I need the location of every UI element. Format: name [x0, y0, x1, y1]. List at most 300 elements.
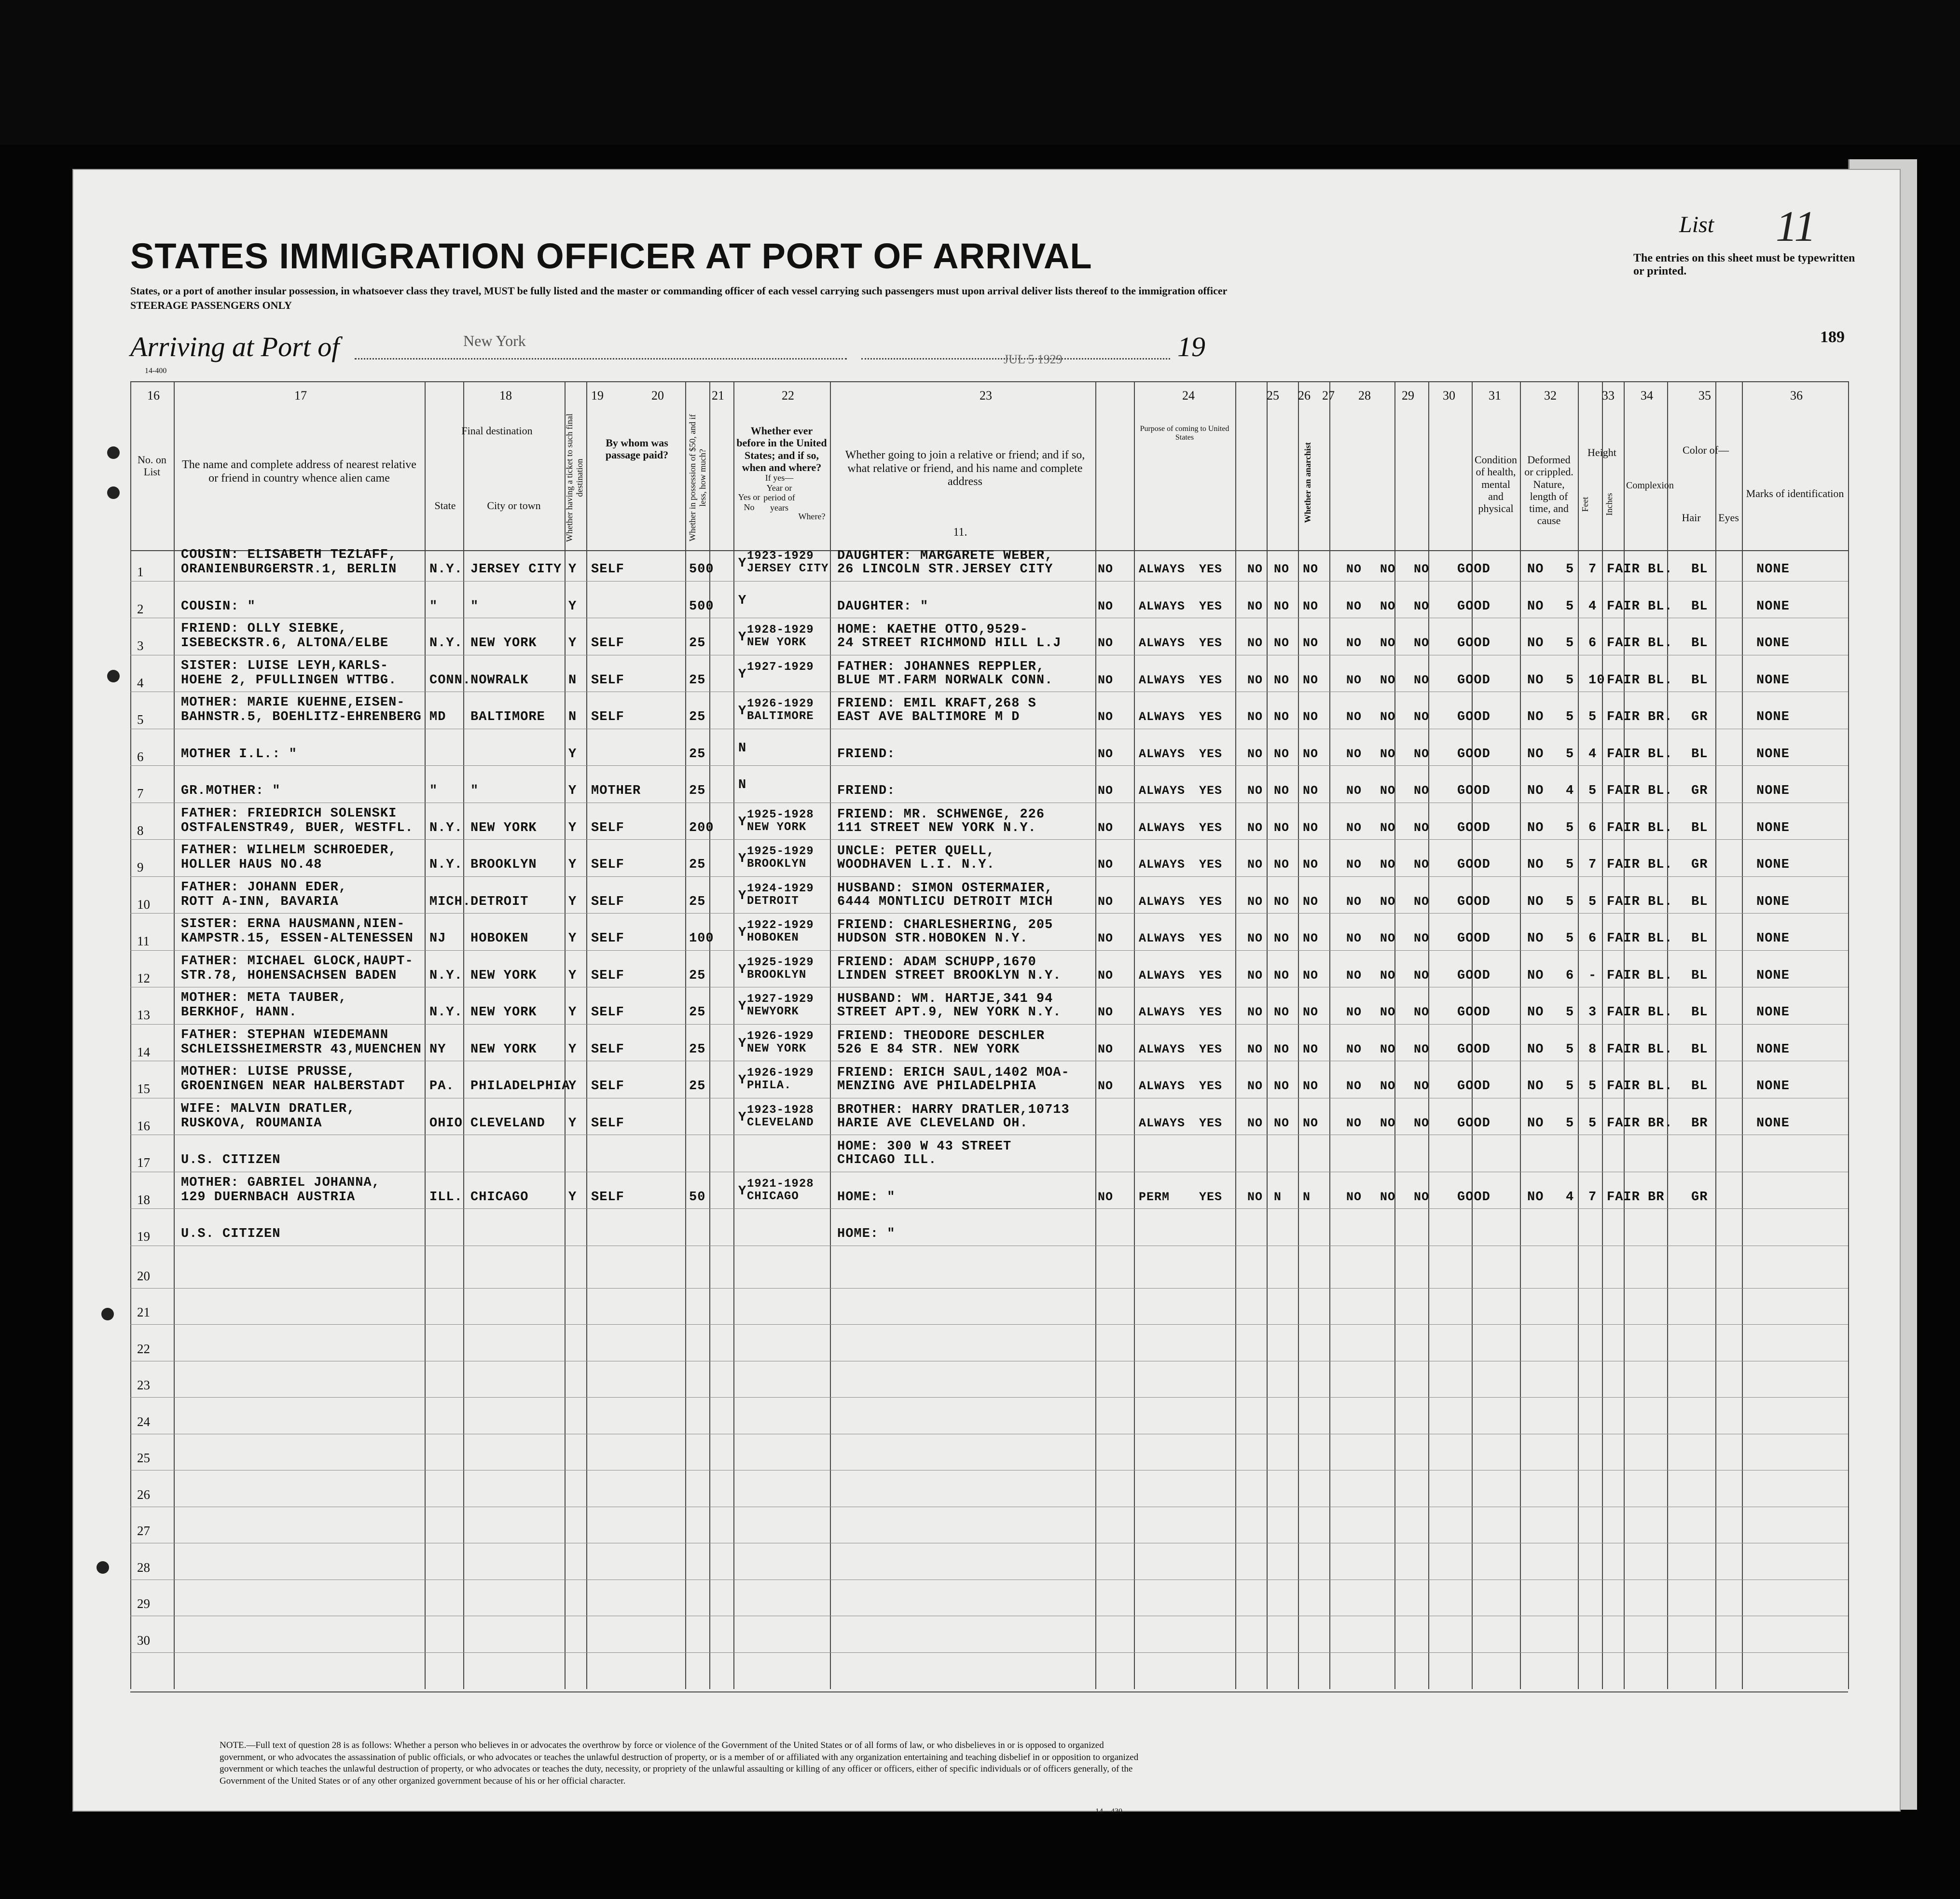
col-num-34: 34: [1641, 388, 1653, 402]
deformed-value: NO: [1527, 820, 1544, 835]
col28-value: NO: [1346, 1042, 1362, 1056]
hair-color: BL.: [1648, 562, 1673, 577]
passage-paid: MOTHER: [591, 784, 641, 798]
col-num-25: 25: [1267, 388, 1279, 402]
complexion-value: FAIR: [1607, 820, 1640, 835]
col28-value: NO: [1346, 710, 1362, 724]
height-feet: 5: [1566, 1116, 1574, 1131]
dest-city: NEW YORK: [470, 636, 537, 651]
col29-value: NO: [1380, 636, 1396, 650]
col29-value: NO: [1380, 1190, 1396, 1204]
joining-line-1: DAUGHTER: MARGARETE WEBER,: [837, 549, 1053, 563]
instructions-line: States, or a port of another insular possession, in whatsoever class they travel, MUST be fully listed and the master or commanding officer of each vessel carrying such passengers must upon arrival deliver lists thereof to the immigration officer: [130, 285, 1228, 297]
col29-value: NO: [1380, 1079, 1396, 1093]
prev-visit-where: BALTIMORE: [747, 710, 814, 723]
relative-line-1: FRIEND: OLLY SIEBKE,: [181, 622, 347, 636]
height-feet: 5: [1566, 599, 1574, 614]
joining-line-1: UNCLE: PETER QUELL,: [837, 844, 995, 859]
col28-value: NO: [1346, 747, 1362, 761]
col30-value: NO: [1414, 1042, 1430, 1056]
row-number: 9: [137, 860, 144, 874]
col26-value: NO: [1274, 1079, 1290, 1093]
col27-value: NO: [1303, 820, 1319, 835]
col-line: [1472, 381, 1473, 1689]
relative-line-1: MOTHER: META TAUBER,: [181, 991, 347, 1005]
col-label-height: Height: [1587, 446, 1616, 458]
prev-visit-where: JERSEY CITY: [747, 562, 829, 575]
col28-value: NO: [1346, 1079, 1362, 1093]
relative-line-1: COUSIN: ELISABETH TEZLAFF,: [181, 548, 397, 562]
height-feet: 5: [1566, 894, 1574, 909]
height-inches: 6: [1588, 820, 1597, 835]
empty-row-number: 28: [137, 1560, 150, 1575]
purpose-citizen: YES: [1199, 968, 1223, 983]
health-condition: GOOD: [1457, 1079, 1491, 1094]
col-line: [830, 381, 831, 1689]
complexion-value: FAIR: [1607, 858, 1640, 872]
col-line: [1428, 381, 1429, 1689]
col-line: [1667, 381, 1668, 1689]
col-line: [1742, 381, 1743, 1689]
ticket-value: Y: [568, 931, 577, 946]
col-line: [1578, 381, 1579, 1689]
joining-line-1: FRIEND: THEODORE DESCHLER: [837, 1028, 1045, 1043]
col-num-17: 17: [294, 388, 307, 402]
col29-value: NO: [1380, 931, 1396, 945]
col30-value: NO: [1414, 968, 1430, 983]
col-line: [1602, 381, 1603, 1689]
complexion-value: FAIR: [1607, 931, 1640, 946]
empty-row-number: 23: [137, 1378, 150, 1392]
empty-row-number: 26: [137, 1487, 150, 1502]
health-condition: GOOD: [1457, 1005, 1491, 1020]
relative-line-2: 129 DUERNBACH AUSTRIA: [181, 1190, 356, 1205]
punch-hole: [97, 1561, 109, 1574]
purpose-length: ALWAYS: [1139, 710, 1186, 724]
height-inches: 3: [1588, 1005, 1597, 1020]
purpose-citizen: YES: [1199, 562, 1223, 576]
health-condition: GOOD: [1457, 931, 1491, 946]
deformed-value: NO: [1527, 1116, 1544, 1131]
height-feet: 5: [1566, 673, 1574, 688]
empty-row-number: 29: [137, 1596, 150, 1611]
row-number: 7: [137, 786, 144, 801]
row-number: 10: [137, 897, 150, 912]
passage-paid: SELF: [591, 1005, 624, 1020]
prev-visit-where: PHILA.: [747, 1079, 792, 1092]
complexion-value: FAIR: [1607, 562, 1640, 577]
money-value: 25: [689, 1005, 706, 1020]
purpose-citizen: YES: [1199, 710, 1223, 724]
passage-paid: SELF: [591, 1042, 624, 1057]
deformed-value: NO: [1527, 562, 1544, 577]
date-stamp: JUL 5 1929: [1004, 352, 1063, 366]
ticket-value: Y: [568, 784, 577, 798]
purpose-length: ALWAYS: [1139, 1005, 1186, 1019]
dest-city: BROOKLYN: [470, 858, 537, 872]
header-top-rule: [130, 381, 1848, 382]
prev-visit-flag: Y: [738, 704, 747, 719]
joining-line-2: WOODHAVEN L.I. N.Y.: [837, 858, 995, 872]
row-number: 19: [137, 1229, 150, 1244]
col-line: [685, 381, 686, 1689]
purpose-intent: NO: [1098, 968, 1114, 983]
col29-value: NO: [1380, 820, 1396, 835]
col26-value: N: [1274, 1190, 1282, 1204]
prev-visit-years: 1922-1929: [747, 919, 814, 932]
col30-value: NO: [1414, 784, 1430, 798]
dest-city: CHICAGO: [470, 1190, 529, 1205]
ticket-value: Y: [568, 599, 577, 614]
col-line: [130, 381, 131, 1689]
dest-city: JERSEY CITY: [470, 562, 562, 577]
joining-line-1: HOME: 300 W 43 STREET: [837, 1139, 1012, 1154]
dest-city: NEW YORK: [470, 1005, 537, 1020]
col-num-23: 23: [980, 388, 992, 402]
eye-color: BL: [1691, 1079, 1708, 1094]
row-rule: [130, 913, 1848, 914]
col-label-inches: Inches: [1604, 493, 1614, 516]
height-feet: 5: [1566, 636, 1574, 651]
col-num-33: 33: [1602, 388, 1615, 402]
prev-visit-flag: Y: [738, 926, 747, 940]
col-label-join: Whether going to join a relative or friend; and if so, what relative or friend, and his name and complete address: [845, 449, 1085, 488]
relative-line-2: STR.78, HOHENSACHSEN BADEN: [181, 968, 397, 983]
col-num-21: 21: [712, 388, 724, 402]
eye-color: BL: [1691, 673, 1708, 688]
purpose-intent: NO: [1098, 710, 1114, 724]
height-feet: 5: [1566, 858, 1574, 872]
passage-paid: SELF: [591, 820, 624, 835]
col30-value: NO: [1414, 1116, 1430, 1130]
height-inches: 10: [1588, 673, 1605, 688]
prev-visit-flag: Y: [738, 667, 747, 682]
joining-line-2: HOME: ": [837, 1190, 896, 1205]
relative-line-2: MOTHER I.L.: ": [181, 747, 297, 762]
health-condition: GOOD: [1457, 636, 1491, 651]
col-label-list-no: No. on List: [138, 454, 166, 478]
hair-color: BR.: [1648, 710, 1673, 724]
deformed-value: NO: [1527, 710, 1544, 724]
purpose-length: ALWAYS: [1139, 820, 1186, 835]
col-label-prev-yes: Yes or No: [738, 492, 760, 512]
eye-color: BL: [1691, 1042, 1708, 1057]
purpose-length: ALWAYS: [1139, 673, 1186, 687]
identification-marks: NONE: [1756, 894, 1790, 909]
prev-visit-years: 1926-1929: [747, 1067, 814, 1080]
joining-line-2: 26 LINCOLN STR.JERSEY CITY: [837, 562, 1053, 577]
prev-visit-where: HOBOKEN: [747, 931, 799, 944]
prev-visit-years: 1923-1928: [747, 1103, 814, 1117]
dest-city: CLEVELAND: [470, 1116, 545, 1131]
dest-state: MD: [429, 710, 446, 724]
prev-visit-flag: N: [738, 741, 747, 756]
prev-visit-flag: Y: [738, 556, 747, 571]
row-number: 4: [137, 675, 144, 690]
arriving-label: Arriving at Port of: [130, 331, 340, 362]
steerage-notice: STEERAGE PASSENGERS ONLY: [130, 299, 292, 311]
ticket-value: Y: [568, 1116, 577, 1131]
row-rule: [130, 839, 1848, 840]
deformed-value: NO: [1527, 968, 1544, 983]
ticket-value: Y: [568, 968, 577, 983]
identification-marks: NONE: [1756, 784, 1790, 798]
purpose-citizen: YES: [1199, 1190, 1223, 1204]
joining-line-2: 24 STREET RICHMOND HILL L.J: [837, 636, 1062, 651]
port-dotted-line: [355, 358, 847, 360]
deformed-value: NO: [1527, 1079, 1544, 1094]
joining-line-1: BROTHER: HARRY DRATLER,10713: [837, 1102, 1070, 1117]
identification-marks: NONE: [1756, 931, 1790, 946]
ticket-value: Y: [568, 636, 577, 651]
money-value: 25: [689, 1042, 706, 1057]
dest-state: OHIO: [429, 1116, 463, 1131]
col30-value: NO: [1414, 858, 1430, 872]
purpose-citizen: YES: [1199, 1116, 1223, 1130]
eye-color: BL: [1691, 931, 1708, 946]
row-number: 17: [137, 1155, 150, 1170]
prev-visit-where: CLEVELAND: [747, 1116, 814, 1129]
complexion-value: FAIR: [1607, 1190, 1640, 1205]
health-condition: GOOD: [1457, 710, 1491, 724]
purpose-intent: NO: [1098, 931, 1114, 945]
identification-marks: NONE: [1756, 636, 1790, 651]
relative-line-2: BERKHOF, HANN.: [181, 1005, 297, 1020]
relative-line-1: WIFE: MALVIN DRATLER,: [181, 1101, 356, 1116]
scan-background: [0, 0, 1960, 145]
identification-marks: NONE: [1756, 1005, 1790, 1020]
col-label-destination: Final destination: [461, 425, 533, 437]
purpose-intent: NO: [1098, 894, 1114, 909]
purpose-citizen: YES: [1199, 1079, 1223, 1093]
purpose-citizen: YES: [1199, 931, 1223, 945]
purpose-citizen: YES: [1199, 858, 1223, 872]
prev-visit-years: 1925-1929: [747, 956, 814, 969]
col-line: [1624, 381, 1625, 1689]
prev-visit-where: DETROIT: [747, 894, 799, 908]
money-value: 100: [689, 931, 714, 946]
passage-paid: SELF: [591, 673, 624, 688]
purpose-length: ALWAYS: [1139, 1116, 1186, 1130]
purpose-length: ALWAYS: [1139, 599, 1186, 613]
passage-paid: SELF: [591, 968, 624, 983]
deformed-value: NO: [1527, 599, 1544, 614]
health-condition: GOOD: [1457, 562, 1491, 577]
height-inches: 6: [1588, 636, 1597, 651]
deformed-value: NO: [1527, 858, 1544, 872]
row-rule: [130, 950, 1848, 951]
relative-line-2: OSTFALENSTR49, BUER, WESTFL.: [181, 820, 414, 835]
col-label-color: Color of—: [1683, 444, 1729, 456]
purpose-length: PERM: [1139, 1190, 1170, 1204]
row-rule: [130, 876, 1848, 877]
col26-value: NO: [1274, 1042, 1290, 1056]
relative-line-1: FATHER: JOHANN EDER,: [181, 880, 347, 895]
identification-marks: NONE: [1756, 562, 1790, 577]
joining-line-2: FRIEND:: [837, 784, 896, 798]
joining-line-2: STREET APT.9, NEW YORK N.Y.: [837, 1005, 1062, 1020]
col29-value: NO: [1380, 1116, 1396, 1130]
joining-line-2: FRIEND:: [837, 747, 896, 762]
col-label-join-margin: 11.: [953, 526, 967, 539]
passage-paid: SELF: [591, 894, 624, 909]
joining-line-1: FRIEND: ADAM SCHUPP,1670: [837, 955, 1036, 970]
identification-marks: NONE: [1756, 673, 1790, 688]
col-line: [733, 381, 734, 1689]
relative-line-2: COUSIN: ": [181, 599, 256, 614]
health-condition: GOOD: [1457, 820, 1491, 835]
col28-value: NO: [1346, 1190, 1362, 1204]
row-rule: [130, 1324, 1848, 1325]
col27-value: NO: [1303, 1079, 1319, 1093]
height-inches: 6: [1588, 931, 1597, 946]
purpose-citizen: YES: [1199, 599, 1223, 613]
height-inches: 7: [1588, 858, 1597, 872]
col-num-27: 27: [1322, 388, 1335, 402]
purpose-length: ALWAYS: [1139, 636, 1186, 650]
identification-marks: NONE: [1756, 1079, 1790, 1094]
col-line: [425, 381, 426, 1689]
col-line: [709, 381, 710, 1689]
col-line: [586, 381, 587, 1689]
purpose-length: ALWAYS: [1139, 968, 1186, 983]
height-feet: 6: [1566, 968, 1574, 983]
ticket-value: N: [568, 673, 577, 688]
col27-value: N: [1303, 1190, 1311, 1204]
col30-value: NO: [1414, 820, 1430, 835]
relative-line-1: FATHER: MICHAEL GLOCK,HAUPT-: [181, 954, 414, 969]
port-stamp: New York: [463, 332, 526, 349]
identification-marks: NONE: [1756, 747, 1790, 762]
dest-city: PHILADELPHIA: [470, 1079, 570, 1094]
col-line: [1134, 381, 1135, 1689]
prev-visit-where: BROOKLYN: [747, 858, 807, 871]
joining-line-1: HOME: KAETHE OTTO,9529-: [837, 623, 1028, 637]
purpose-citizen: YES: [1199, 747, 1223, 761]
col-label-prev-years: If yes— Year or period of years: [763, 473, 795, 513]
col26-value: NO: [1274, 636, 1290, 650]
manifest-sheet: [72, 169, 1901, 1812]
row-rule: [130, 581, 1848, 582]
empty-row-number: 21: [137, 1305, 150, 1319]
money-value: 25: [689, 1079, 706, 1094]
eye-color: GR: [1691, 1190, 1708, 1205]
col27-value: NO: [1303, 599, 1319, 613]
height-feet: 5: [1566, 1005, 1574, 1020]
col-label-passage: By whom was passage paid?: [605, 437, 669, 461]
purpose-intent: NO: [1098, 1042, 1114, 1056]
col26-value: NO: [1274, 599, 1290, 613]
relative-line-2: BAHNSTR.5, BOEHLITZ-EHRENBERG: [181, 710, 422, 724]
relative-line-2: SCHLEISSHEIMERSTR 43,MUENCHEN: [181, 1042, 422, 1057]
health-condition: GOOD: [1457, 894, 1491, 909]
col-num-30: 30: [1443, 388, 1455, 402]
identification-marks: NONE: [1756, 599, 1790, 614]
col25-value: NO: [1247, 747, 1263, 761]
money-value: 50: [689, 1190, 706, 1205]
relative-line-2: ORANIENBURGERSTR.1, BERLIN: [181, 562, 397, 577]
col29-value: NO: [1380, 562, 1396, 576]
joining-line-1: HUSBAND: SIMON OSTERMAIER,: [837, 881, 1053, 896]
col29-value: NO: [1380, 894, 1396, 909]
purpose-length: ALWAYS: [1139, 784, 1186, 798]
col-label-marks: Marks of identification: [1746, 487, 1844, 499]
row-number: 8: [137, 823, 144, 838]
col28-value: NO: [1346, 968, 1362, 983]
col-num-36: 36: [1790, 388, 1803, 402]
hair-color: BR.: [1648, 1116, 1673, 1131]
col-num-31: 31: [1489, 388, 1501, 402]
height-inches: 8: [1588, 1042, 1597, 1057]
punch-hole: [107, 446, 120, 459]
prev-visit-flag: Y: [738, 999, 747, 1014]
relative-line-2: ISEBECKSTR.6, ALTONA/ELBE: [181, 636, 389, 651]
col25-value: NO: [1247, 710, 1263, 724]
col30-value: NO: [1414, 636, 1430, 650]
purpose-intent: NO: [1098, 1190, 1114, 1204]
deformed-value: NO: [1527, 747, 1544, 762]
height-feet: 5: [1566, 747, 1574, 762]
ticket-value: Y: [568, 747, 577, 762]
col26-value: NO: [1274, 1005, 1290, 1019]
row-number: 11: [137, 934, 150, 948]
joining-line-2: HOME: ": [837, 1227, 896, 1241]
col-num-19: 19: [591, 388, 604, 402]
col25-value: NO: [1247, 820, 1263, 835]
row-rule: [130, 765, 1848, 766]
height-feet: 4: [1566, 1190, 1574, 1205]
ticket-value: Y: [568, 820, 577, 835]
col29-value: NO: [1380, 1005, 1396, 1019]
col26-value: NO: [1274, 747, 1290, 761]
health-condition: GOOD: [1457, 784, 1491, 798]
passage-paid: SELF: [591, 1079, 624, 1094]
complexion-value: FAIR: [1607, 599, 1640, 614]
deformed-value: NO: [1527, 1005, 1544, 1020]
health-condition: GOOD: [1457, 1116, 1491, 1131]
hair-color: BL.: [1648, 599, 1673, 614]
height-inches: 5: [1588, 710, 1597, 724]
col28-value: NO: [1346, 931, 1362, 945]
money-value: 25: [689, 747, 706, 762]
relative-line-2: ROTT A-INN, BAVARIA: [181, 894, 339, 909]
dest-city: ": [470, 784, 479, 798]
col25-value: NO: [1247, 931, 1263, 945]
ticket-value: Y: [568, 858, 577, 872]
identification-marks: NONE: [1756, 1042, 1790, 1057]
col30-value: NO: [1414, 931, 1430, 945]
col30-value: NO: [1414, 747, 1430, 761]
money-value: 25: [689, 673, 706, 688]
height-feet: 4: [1566, 784, 1574, 798]
dest-city: NEW YORK: [470, 1042, 537, 1057]
identification-marks: NONE: [1756, 820, 1790, 835]
col-label-ticket: Whether having a ticket to such final destination: [565, 414, 584, 542]
hair-color: BL.: [1648, 931, 1673, 946]
col-num-28: 28: [1358, 388, 1371, 402]
col26-value: NO: [1274, 1116, 1290, 1130]
height-inches: 5: [1588, 784, 1597, 798]
relative-line-2: U.S. CITIZEN: [181, 1227, 281, 1241]
hair-color: BL.: [1648, 894, 1673, 909]
row-number: 18: [137, 1192, 150, 1207]
col-label-eyes: Eyes: [1718, 512, 1739, 524]
joining-line-2: 526 E 84 STR. NEW YORK: [837, 1042, 1020, 1057]
row-number: 16: [137, 1118, 150, 1133]
col28-value: NO: [1346, 784, 1362, 798]
prev-visit-years: 1926-1929: [747, 1029, 814, 1043]
prev-visit-flag: N: [738, 778, 747, 792]
